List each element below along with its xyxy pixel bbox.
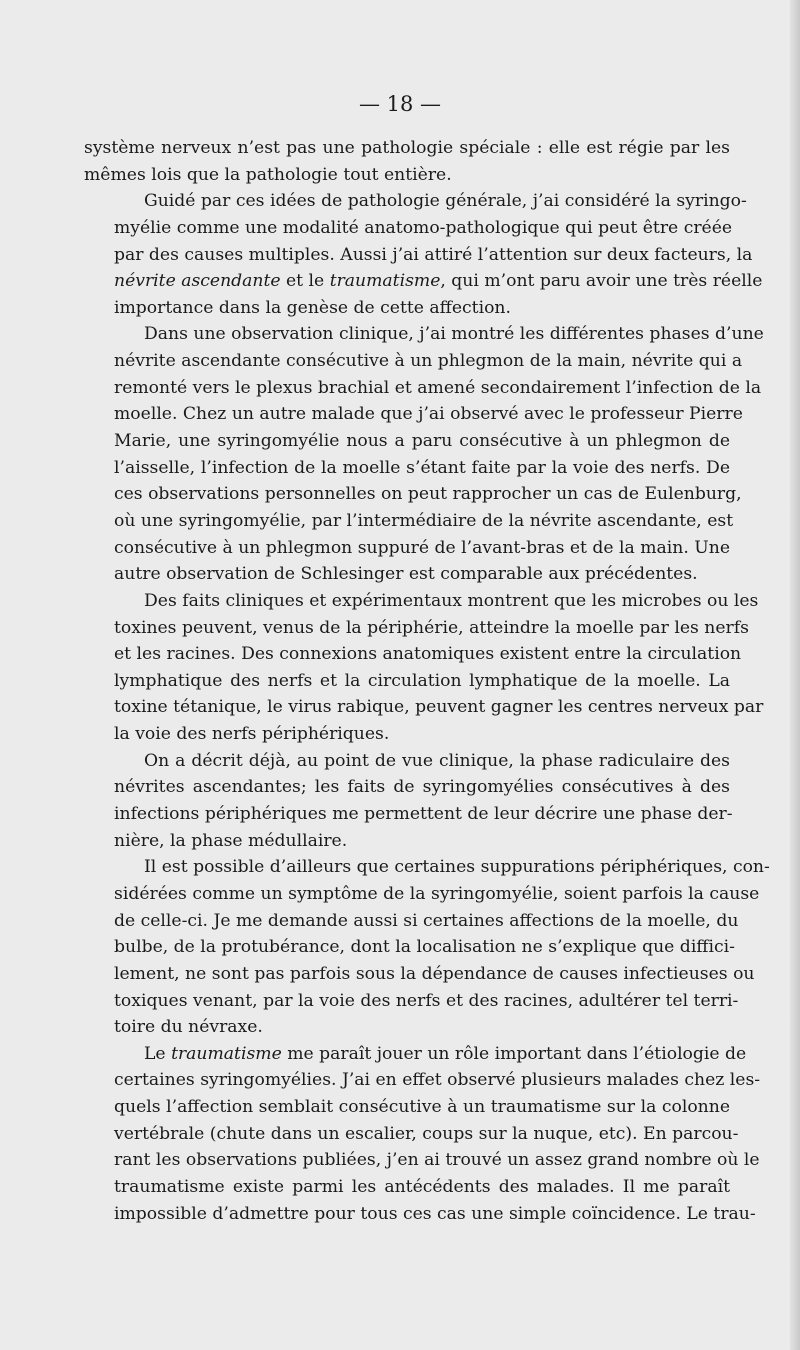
text-line: névrites ascendantes; les faits de syringomyélies consécutives à des <box>114 777 730 798</box>
text-line: Dans une observation clinique, j’ai montré les différentes phases d’une <box>144 324 764 345</box>
text-line: Marie, une syringomyélie nous a paru consécutive à un phlegmon de <box>114 431 730 452</box>
text-line: On a décrit déjà, au point de vue clinique, la phase radiculaire des <box>144 750 730 771</box>
text-line: névrite ascendante consécutive à un phlegmon de la main, névrite qui a <box>114 351 743 372</box>
italic-term: traumatisme <box>329 271 441 292</box>
text-line: traumatisme existe parmi les antécédents des malades. Il me paraît <box>114 1176 730 1197</box>
text-line: la voie des nerfs périphériques. <box>114 724 390 745</box>
text-line: de celle-ci. Je me demande aussi si certaines affections de la moelle, du <box>114 910 739 931</box>
italic-term: névrite ascendante <box>114 271 281 292</box>
text-line: par des causes multiples. Aussi j’ai attiré l’attention sur deux facteurs, la <box>114 244 753 265</box>
page-number: — 18 — <box>358 92 442 116</box>
text-line: ces observations personnelles on peut rapprocher un cas de Eulenburg, <box>114 484 742 505</box>
text-line: consécutive à un phlegmon suppuré de l’avant-bras et de la main. Une <box>114 537 731 558</box>
paragraph <box>84 321 764 587</box>
text-line: système nerveux n’est pas une pathologie spéciale : elle est régie par les <box>84 138 730 158</box>
text-line: Guidé par ces idées de pathologie générale, j’ai considéré la syringo- <box>144 191 747 212</box>
text-line: quels l’affection semblait consécutive à un traumatisme sur la colonne <box>114 1097 730 1118</box>
text-line: sidérées comme un symptôme de la syringomyélie, soient parfois la cause <box>114 883 760 904</box>
text-line: nière, la phase médullaire. <box>114 830 348 851</box>
text-line: mêmes lois que la pathologie tout entière. <box>84 164 452 185</box>
paragraph <box>84 854 770 1040</box>
text-line: lymphatique des nerfs et la circulation lymphatique de la moelle. La <box>114 670 730 691</box>
text-line: moelle. Chez un autre malade que j’ai observé avec le professeur Pierre <box>114 404 743 425</box>
paragraph <box>84 135 730 188</box>
text-line: Le traumatisme me paraît jouer un rôle important dans l’étiologie de <box>144 1043 747 1064</box>
text-line: importance dans la genèse de cette affection. <box>114 297 511 318</box>
text-line: impossible d’admettre pour tous ces cas une simple coïncidence. Le trau- <box>114 1203 756 1224</box>
paragraph <box>84 588 764 748</box>
text-line: toxine tétanique, le virus rabique, peuvent gagner les centres nerveux par <box>114 697 764 718</box>
text-line: Des faits cliniques et expérimentaux montrent que les microbes ou les <box>144 590 759 611</box>
page-edge-shadow <box>790 0 800 1350</box>
text-line: toxines peuvent, venus de la périphérie, atteindre la moelle par les nerfs <box>114 617 749 638</box>
text-line: névrite ascendante et le traumatisme, qui m’ont paru avoir une très réelle <box>114 271 763 292</box>
text-line: certaines syringomyélies. J’ai en effet observé plusieurs malades chez les- <box>114 1070 761 1091</box>
text-line: bulbe, de la protubérance, dont la localisation ne s’explique que diffici- <box>114 937 735 958</box>
text-line: toxiques venant, par la voie des nerfs et des racines, adultérer tel terri- <box>114 990 739 1011</box>
italic-term: traumatisme <box>171 1043 282 1064</box>
body-text <box>84 135 770 1227</box>
text-line: vertébrale (chute dans un escalier, coups sur la nuque, etc). En parcou- <box>114 1123 739 1144</box>
text-line: l’aisselle, l’infection de la moelle s’étant faite par la voie des nerfs. De <box>114 457 730 478</box>
paragraph <box>84 1041 761 1227</box>
text-line: rant les observations publiées, j’en ai trouvé un assez grand nombre où le <box>114 1150 760 1171</box>
text-line: lement, ne sont pas parfois sous la dépendance de causes infectieuses ou <box>114 963 755 984</box>
text-line: infections périphériques me permettent de leur décrire une phase der- <box>114 804 733 825</box>
text-line: myélie comme une modalité anatomo-pathologique qui peut être créée <box>114 217 733 238</box>
text-line: et les racines. Des connexions anatomiques existent entre la circulation <box>114 644 742 665</box>
text-line: remonté vers le plexus brachial et amené secondairement l’infection de la <box>114 377 762 398</box>
text-line: où une syringomyélie, par l’intermédiaire de la névrite ascendante, est <box>114 510 734 531</box>
text-line: autre observation de Schlesinger est comparable aux précédentes. <box>114 564 698 585</box>
text-line: Il est possible d’ailleurs que certaines suppurations périphériques, con- <box>144 857 770 878</box>
paragraph <box>84 748 733 855</box>
paragraph <box>84 188 763 321</box>
text-line: toire du névraxe. <box>114 1017 263 1038</box>
